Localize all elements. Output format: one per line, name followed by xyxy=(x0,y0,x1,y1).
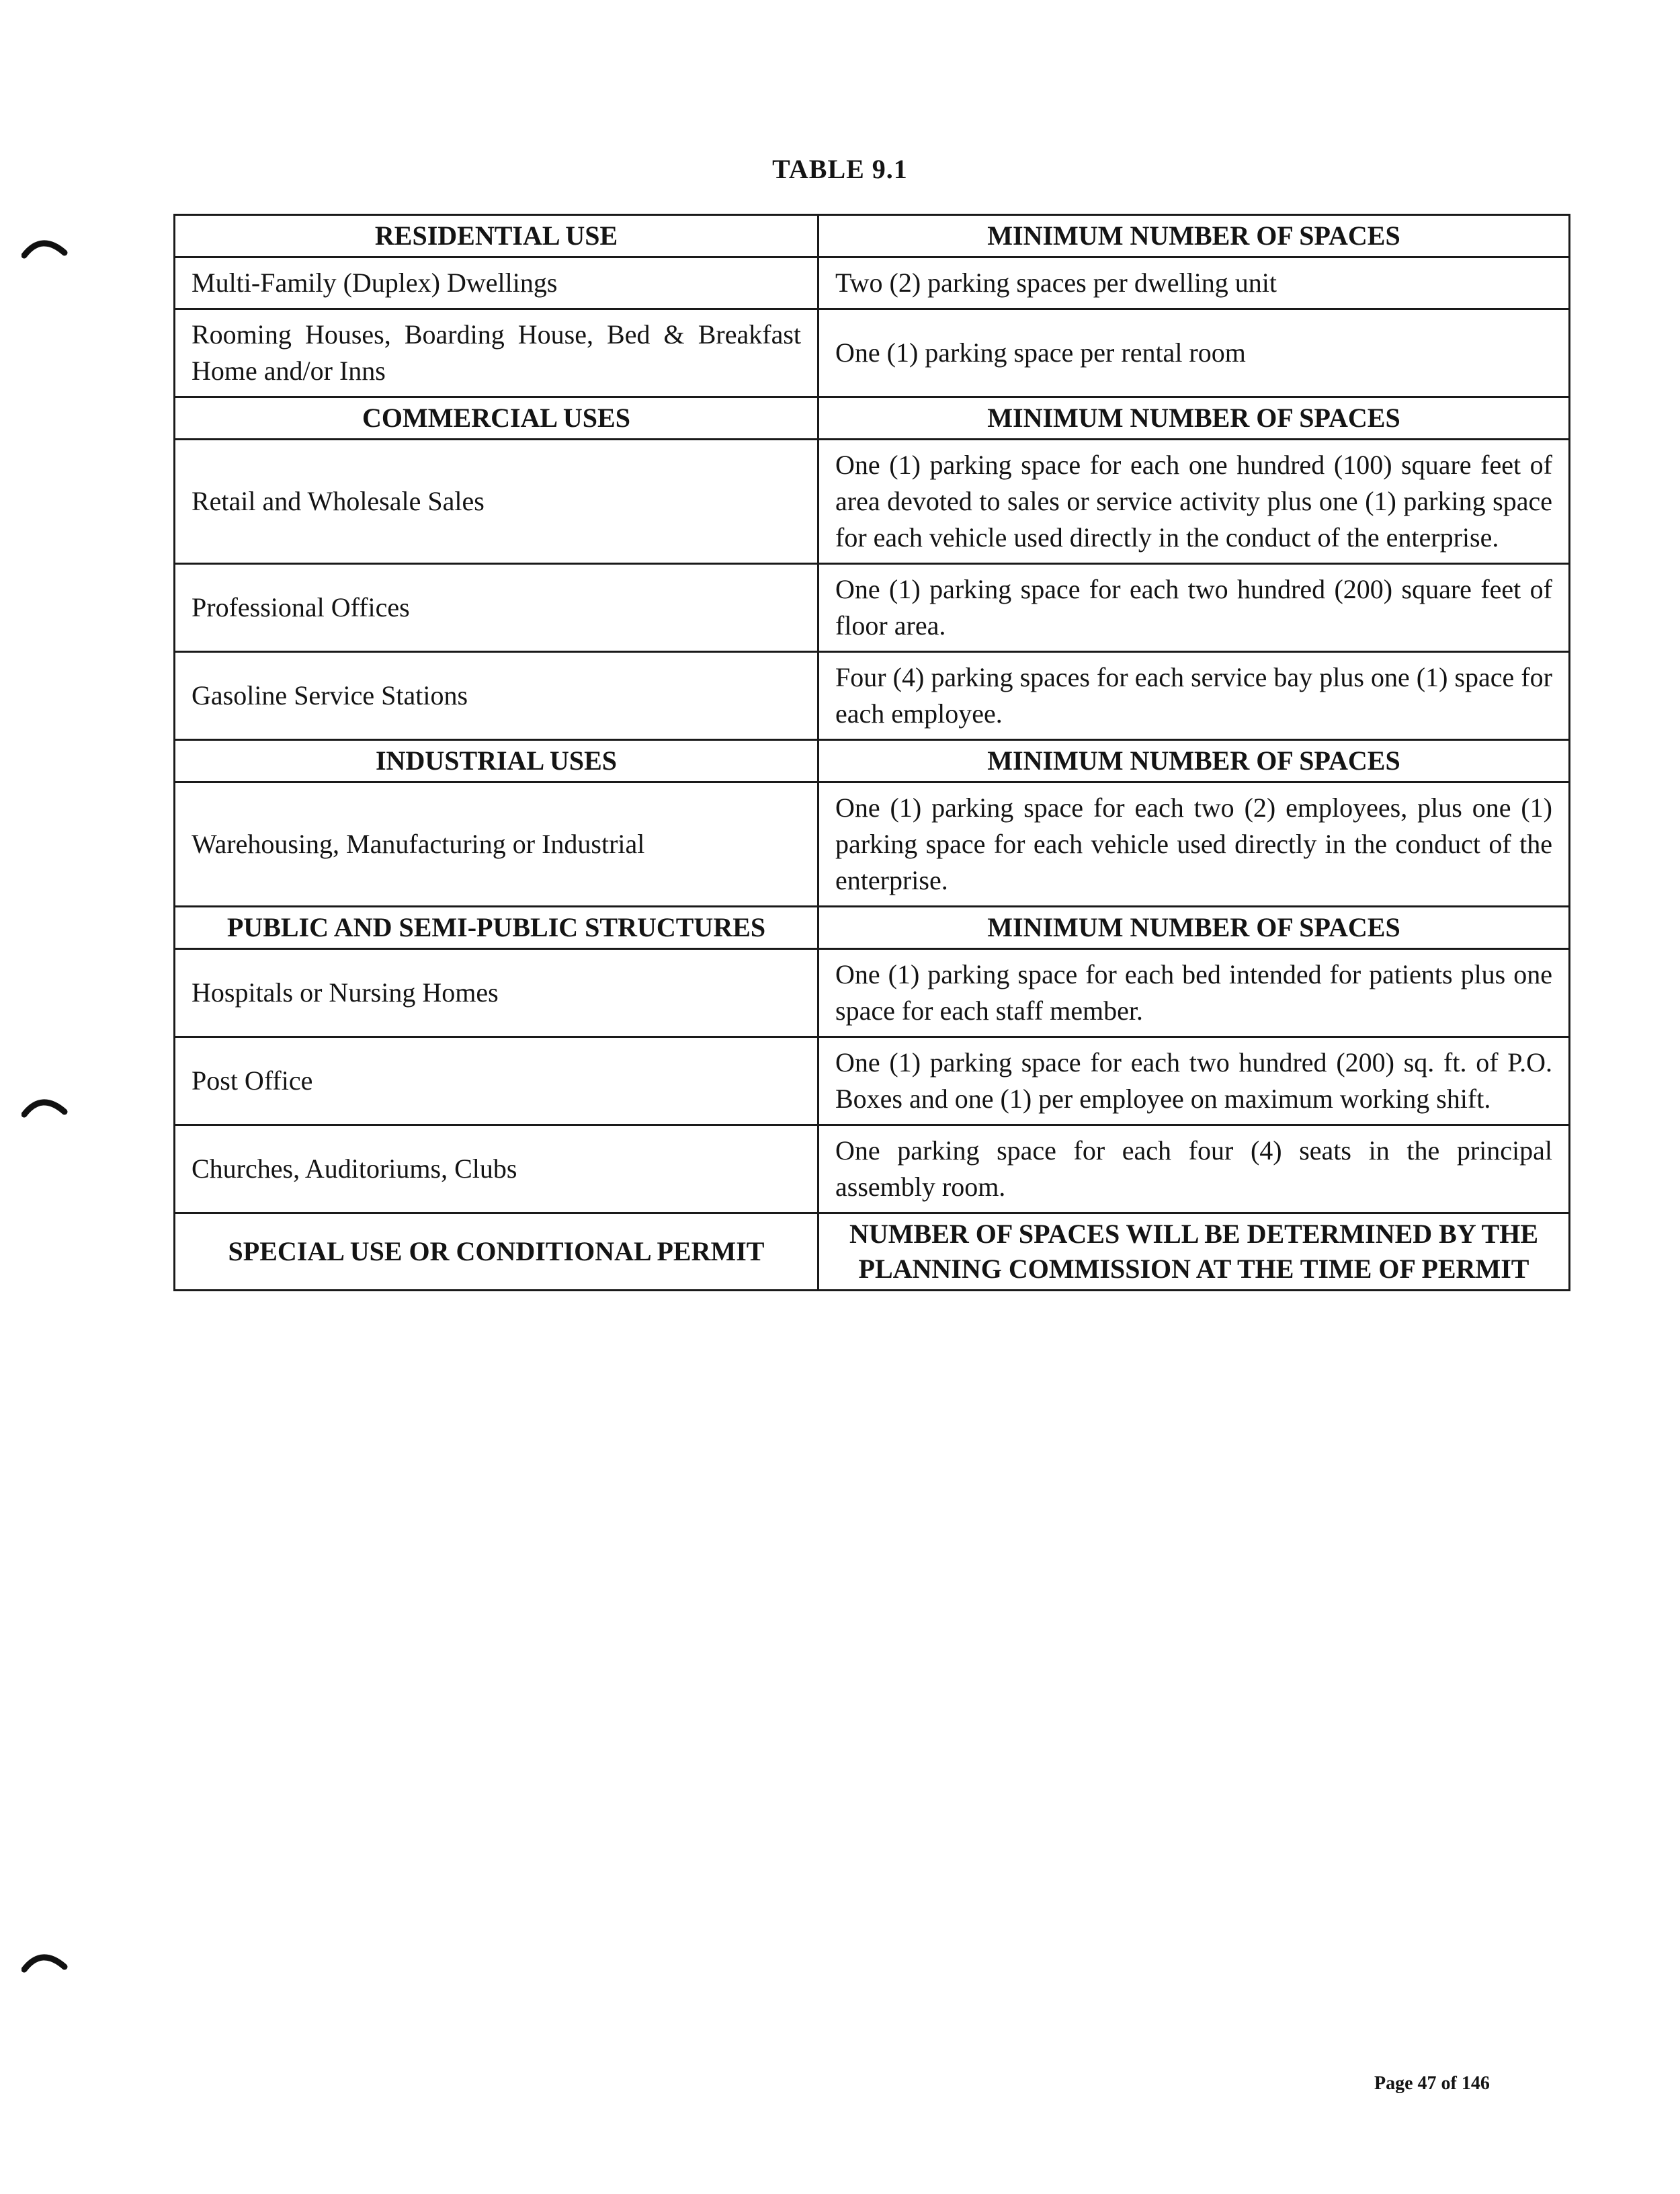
section-heading: COMMERCIAL USES xyxy=(175,397,818,440)
section-header-residential xyxy=(175,215,1570,257)
table-row xyxy=(175,309,1570,397)
use-cell: Professional Offices xyxy=(175,564,818,652)
requirement-heading: MINIMUM NUMBER OF SPACES xyxy=(818,397,1570,440)
use-cell: Gasoline Service Stations xyxy=(175,652,818,740)
binder-hole-mark-icon xyxy=(22,1943,69,1974)
section-header-public xyxy=(175,907,1570,949)
requirement-cell: One (1) parking space for each two hundred (200) sq. ft. of P.O. Boxes and one (1) per employee on maximum working shift. xyxy=(818,1037,1570,1125)
requirement-cell: One parking space for each four (4) seats in the principal assembly room. xyxy=(818,1125,1570,1213)
table-row xyxy=(175,440,1570,564)
requirement-heading: MINIMUM NUMBER OF SPACES xyxy=(818,907,1570,949)
use-cell: Post Office xyxy=(175,1037,818,1125)
table-row xyxy=(175,564,1570,652)
requirement-heading: NUMBER OF SPACES WILL BE DETERMINED BY THE PLANNING COMMISSION AT THE TIME OF PERMIT xyxy=(818,1213,1570,1291)
page-number: Page 47 of 146 xyxy=(1374,2073,1490,2094)
requirement-heading: MINIMUM NUMBER OF SPACES xyxy=(818,215,1570,257)
use-cell: Warehousing, Manufacturing or Industrial xyxy=(175,782,818,907)
requirement-cell: One (1) parking space per rental room xyxy=(818,309,1570,397)
requirement-cell: One (1) parking space for each bed intended for patients plus one space for each staff member. xyxy=(818,949,1570,1037)
requirement-cell: One (1) parking space for each one hundred (100) square feet of area devoted to sales or service activity plus one (1) parking space for each vehicle used directly in the conduct of the enterprise. xyxy=(818,440,1570,564)
section-heading: INDUSTRIAL USES xyxy=(175,740,818,782)
requirement-heading: MINIMUM NUMBER OF SPACES xyxy=(818,740,1570,782)
binder-hole-mark-icon xyxy=(22,1088,69,1119)
section-heading: SPECIAL USE OR CONDITIONAL PERMIT xyxy=(175,1213,818,1291)
table-title: TABLE 9.1 xyxy=(772,154,908,184)
use-cell: Hospitals or Nursing Homes xyxy=(175,949,818,1037)
section-heading: RESIDENTIAL USE xyxy=(175,215,818,257)
section-header-industrial xyxy=(175,740,1570,782)
section-header-commercial xyxy=(175,397,1570,440)
table-row xyxy=(175,652,1570,740)
table-row xyxy=(175,782,1570,907)
section-header-special xyxy=(175,1213,1570,1291)
table-row xyxy=(175,257,1570,309)
binder-hole-mark-icon xyxy=(22,229,69,259)
use-cell: Retail and Wholesale Sales xyxy=(175,440,818,564)
requirement-cell: One (1) parking space for each two hundred (200) square feet of floor area. xyxy=(818,564,1570,652)
requirement-cell: Four (4) parking spaces for each service bay plus one (1) space for each employee. xyxy=(818,652,1570,740)
table-row xyxy=(175,1037,1570,1125)
table-row xyxy=(175,949,1570,1037)
section-heading: PUBLIC AND SEMI-PUBLIC STRUCTURES xyxy=(175,907,818,949)
requirement-cell: One (1) parking space for each two (2) employees, plus one (1) parking space for each vehicle used directly in the conduct of the enterprise. xyxy=(818,782,1570,907)
requirement-cell: Two (2) parking spaces per dwelling unit xyxy=(818,257,1570,309)
use-cell: Multi-Family (Duplex) Dwellings xyxy=(175,257,818,309)
use-cell: Churches, Auditoriums, Clubs xyxy=(175,1125,818,1213)
table-row xyxy=(175,1125,1570,1213)
parking-requirements-table xyxy=(173,214,1570,1291)
use-cell: Rooming Houses, Boarding House, Bed & Breakfast Home and/or Inns xyxy=(175,309,818,397)
